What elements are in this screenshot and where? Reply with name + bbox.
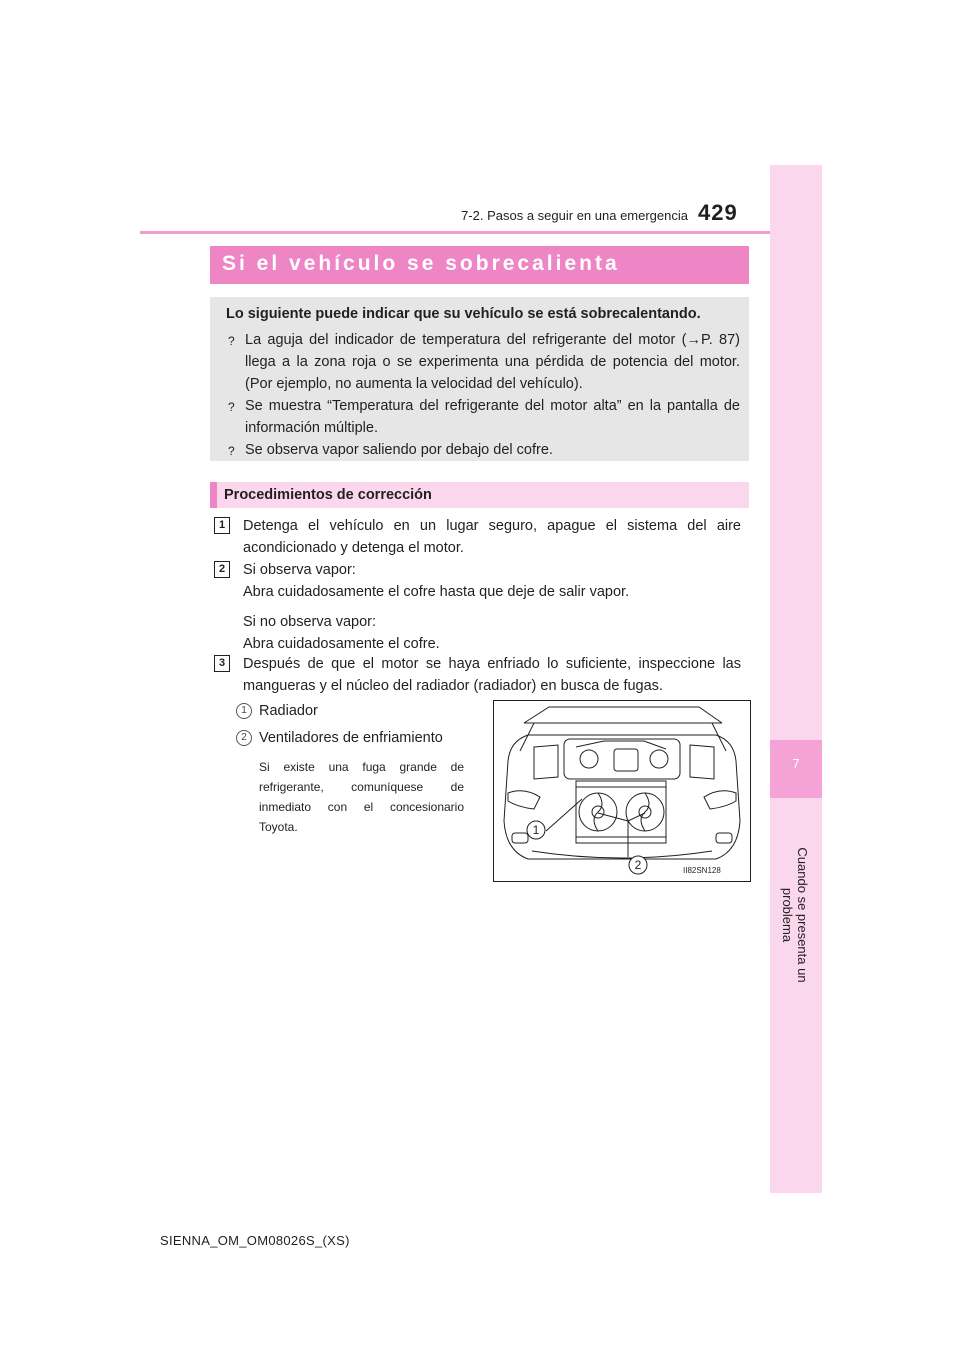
item-label-fans: Ventiladores de enfriamiento	[259, 730, 443, 746]
symptoms-heading: Lo siguiente puede indicar que su vehículo se está sobrecalentando.	[226, 306, 701, 322]
engine-illustration	[493, 700, 751, 882]
header-divider	[140, 231, 822, 234]
procedures-header-accent	[210, 482, 217, 508]
page-title: Si el vehículo se sobrecalienta	[222, 252, 620, 275]
chapter-number: 7	[792, 756, 800, 771]
symptom-text: La aguja del indicador de temperatura del refrigerante del motor (→P. 87) llega a la zona roja o se experimenta una pérdida de potencia del motor. (Por ejemplo, no aumenta la velocidad del vehículo).	[245, 332, 740, 392]
step-2-text-a: Si observa vapor:	[243, 562, 356, 578]
chapter-label: 7-2. Pasos a seguir en una emergencia	[461, 208, 688, 223]
engine-bay-drawing	[494, 701, 750, 881]
item-number-2: 2	[236, 730, 252, 746]
leak-note: Si existe una fuga grande de refrigerante, comuníquese de inmediato con el concesionario Toyota.	[259, 760, 464, 834]
symptom-text: Se observa vapor saliendo por debajo del cofre.	[245, 442, 553, 458]
chapter-title: Cuando se presenta un problema	[780, 847, 810, 983]
symptom-item	[228, 395, 740, 439]
page-number: 429	[698, 200, 738, 225]
bullet-marker: ?	[228, 444, 235, 458]
procedures-heading: Procedimientos de corrección	[224, 487, 432, 503]
bullet-marker: ?	[228, 334, 235, 348]
step-2-text-c: Si no observa vapor:	[243, 614, 376, 630]
step-number-2: 2	[214, 561, 230, 578]
symptom-item	[228, 329, 740, 395]
callout-1: 1	[532, 823, 540, 837]
chapter-side-tab	[770, 165, 822, 1193]
illustration-code: II82SN128	[683, 866, 721, 875]
symptom-item	[228, 439, 740, 461]
bullet-marker: ?	[228, 400, 235, 414]
item-number-1: 1	[236, 703, 252, 719]
step-1-text: Detenga el vehículo en un lugar seguro, apague el sistema del aire acondicionado y detenga el motor.	[243, 518, 741, 556]
symptom-text: Se muestra “Temperatura del refrigerante del motor alta” en la pantalla de información múltiple.	[245, 398, 740, 436]
item-label-radiator: Radiador	[259, 703, 318, 719]
step-2-text-b: Abra cuidadosamente el cofre hasta que deje de salir vapor.	[243, 584, 630, 600]
step-3-text: Después de que el motor se haya enfriado lo suficiente, inspeccione las mangueras y el núcleo del radiador (radiador) en busca de fugas.	[243, 656, 741, 694]
step-number-3: 3	[214, 655, 230, 672]
callout-2: 2	[634, 858, 642, 872]
step-number-1: 1	[214, 517, 230, 534]
document-code: SIENNA_OM_OM08026S_(XS)	[160, 1233, 350, 1248]
step-2-text-d: Abra cuidadosamente el cofre.	[243, 636, 440, 652]
